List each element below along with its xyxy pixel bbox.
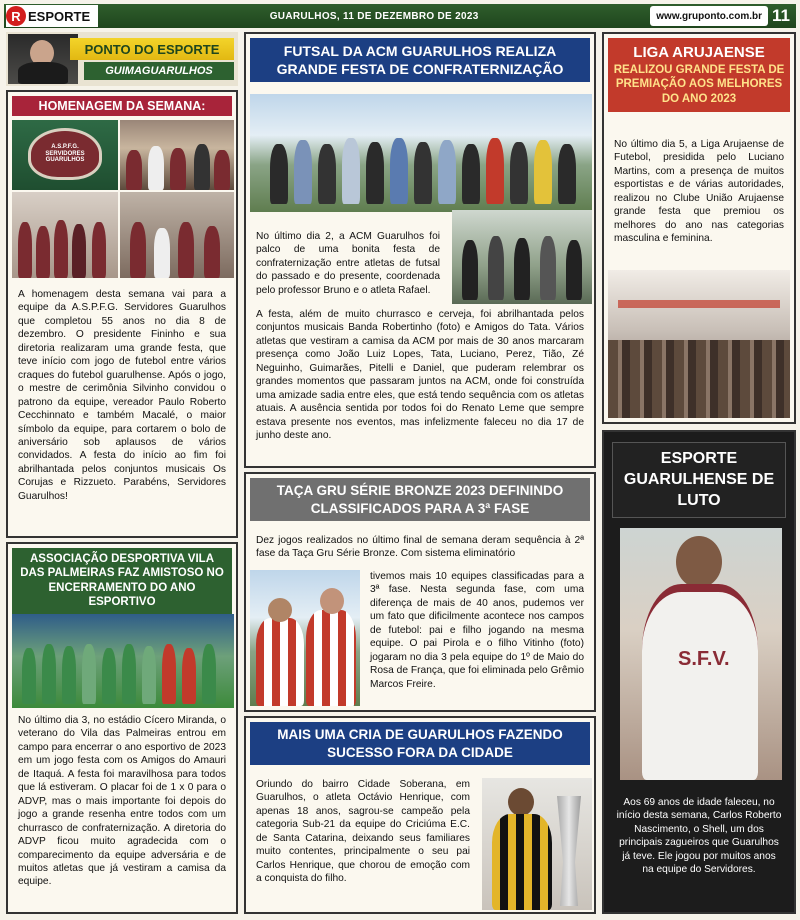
player-shirt [642,584,758,780]
article-esporte-luto [602,430,796,914]
article-body-intro: Dez jogos realizados no último final de semana deram sequência à 2ª fase da Taça Gru Série Bronze. Com sistema eliminatório [256,535,584,560]
article-title: FUTSAL DA ACM GUARULHOS REALIZA GRANDE FESTA DE CONFRATERNIZAÇÃO [250,38,590,82]
article-homenagem [6,90,238,538]
party-photo-top [120,120,234,190]
article-title: HOMENAGEM DA SEMANA: [12,96,232,116]
article-title: ASSOCIAÇÃO DESPORTIVA VILA DAS PALMEIRAS FAZ AMISTOSO NO ENCERRAMENTO DO ANO ESPORTIVO [12,548,232,614]
page-number: 11 [772,6,790,25]
player-jersey [492,814,552,910]
article-taca-gru [244,472,596,712]
father-son-photo [250,570,360,706]
player-father [306,610,356,706]
champion-photo [482,778,592,910]
player-son [256,618,304,706]
article-futsal [244,32,596,468]
group-photo [250,94,592,212]
article-body: No último dia 5, a Liga Arujaense de Futebol, presidida pelo Luciano Martins, com a presença de muitos esportistas e de várias autoridades, realizou no Clube União Arujaense grande festa que premiou os melhores do ano nas categorias masculina e feminina. [614,139,784,245]
section-name: ESPORTE [28,8,91,24]
band-photo [452,210,592,304]
article-body: Oriundo do bairro Cidade Soberana, em Guarulhos, o atleta Octávio Henrique, com apenas 18 anos, sagrou-se campeão pela categoria Sub-21 da equipe do Criciúma E.C. de Santa Catarina, deixando seus familiares muito contentes, principalmente o seu pai Carlos Henrique, que chorou de emoção com a conquista do filho. [256,779,470,885]
article-title: LIGA ARUJAENSE [633,44,765,61]
party-photo-left [12,192,118,278]
awards-photo [608,270,790,418]
article-header [608,38,790,112]
section-logo [6,5,98,27]
column-title: PONTO DO ESPORTE [70,38,234,60]
article-title: ESPORTE GUARULHENSE DE LUTO [612,442,786,518]
shirt-crest: S.F.V. [678,648,730,670]
article-body: Aos 69 anos de idade faleceu, no início desta semana, Carlos Roberto Nascimento, o Shell, um dos principais zagueiros que Guarulhos já teve. Ele jogou por muitos anos na equipe do Servidores. [616,797,782,876]
article-vila-palmeiras [6,542,238,914]
article-body-intro: No último dia 2, a ACM Guarulhos foi palco de uma bonita festa de confraternização entre atletas de futsal do passado e do presente, coordenada pelo professor Bruno e o atleta Rafael. [256,231,440,296]
article-body: A festa, além de muito churrasco e cerveja, foi abrilhantada pelos conjuntos musicais Banda Robertinho (foto) e Amigos do Tata. Vários atletas que vestiram a camisa da ACM por mais de 30 anos marcaram presença como João Luiz Lopes, Tata, Luciano, Perez, Tião, Zé Neguinho, Guimarães, Pitelli e Daniel, que puderam relembrar os grandes momentos que passaram juntos na ACM, onde foi construída uma amizade sadia entre eles, que está tendo sequência com os atletas atuais. A ausência sentida por todos foi do Renato Leme que sempre estava presente nos eventos, mas infelizmente faleceu no dia 17 de junho deste ano. [256,309,584,442]
party-photo-right [120,192,234,278]
column-author: GUIMAGUARULHOS [84,62,234,80]
trophy [554,796,584,906]
columnist-photo [8,34,78,84]
team-badge [28,128,102,180]
article-liga-arujaense [602,32,796,424]
team-photo [12,614,234,708]
column-header [6,32,238,86]
page-header [4,4,796,28]
article-title: MAIS UMA CRIA DE GUARULHOS FAZENDO SUCESSO FORA DA CIDADE [250,722,590,765]
dateline: GUARULHOS, 11 DE DEZEMBRO DE 2023 [269,10,479,22]
article-cria-guarulhos [244,716,596,914]
article-body: tivemos mais 10 equipes classificadas para a 3ª fase. Nesta segunda fase, com uma diferença de mais de 40 anos, pudemos ver um fato que dificilmente acontece nos campos de futebol: pai e filho jogando na mesma equipe. O pai Pirola e o filho Vitinho (foto) jogaram no dia 3 pela equipe do 1º de Maio do Rosa de França, que foi eliminada pelo Grêmio Marcos Freire. [370,571,584,690]
article-body: No último dia 3, no estádio Cícero Miranda, o veterano do Vila das Palmeiras entrou em campo para encerrar o ano esportivo de 2023 em um jogo festa com os Amigos do Amauri de Itaquá. A festa foi maravilhosa para todos que lá estiveram. O placar foi de 1 x 0 para o ADVP, mas o mais importante foi depois do jogo a grande resenha entre todos com um churrasco de confraternização. A diretoria do ADVP ficou muito agradecida com o comparecimento da equipe adversária e de muitos atletas que já vestiram a camisa da equipe. [18,715,226,888]
article-title: TAÇA GRU SÉRIE BRONZE 2023 DEFININDO CLASSIFICADOS PARA A 3ª FASE [250,478,590,521]
team-badge-photo [12,120,118,190]
logo-mark: R [6,6,26,26]
memorial-photo [620,528,782,780]
article-body: A homenagem desta semana vai para a equipe da A.S.P.F.G. Servidores Guarulhos que completou 55 anos no dia 8 de dezembro. O presidente Fininho e sua diretoria realizaram uma grande festa, que teve início com jogo de futebol entre vários craques do futebol guarulhense. Após o jogo, o mestre de cerimônia Silvinho convidou o patrono da equipe, vereador Paulo Roberto Cecchinnato e também Macalé, o maior símbolo da equipe, para cortarem o bolo de aniversário sob aplausos de vários convidados. A festa do início ao fim foi abrilhantada pelos conjuntos musicais Os Corujas e Rizzueto. Parabéns, Servidores Guarulhos! [18,289,226,502]
article-subtitle: REALIZOU GRANDE FESTA DE PREMIAÇÃO AOS MELHORES DO ANO 2023 [613,64,785,105]
team-badge-text: A.S.P.F.G. SERVIDORES GUARULHOS [45,144,85,164]
website-link[interactable]: www.gruponto.com.br [650,6,768,26]
